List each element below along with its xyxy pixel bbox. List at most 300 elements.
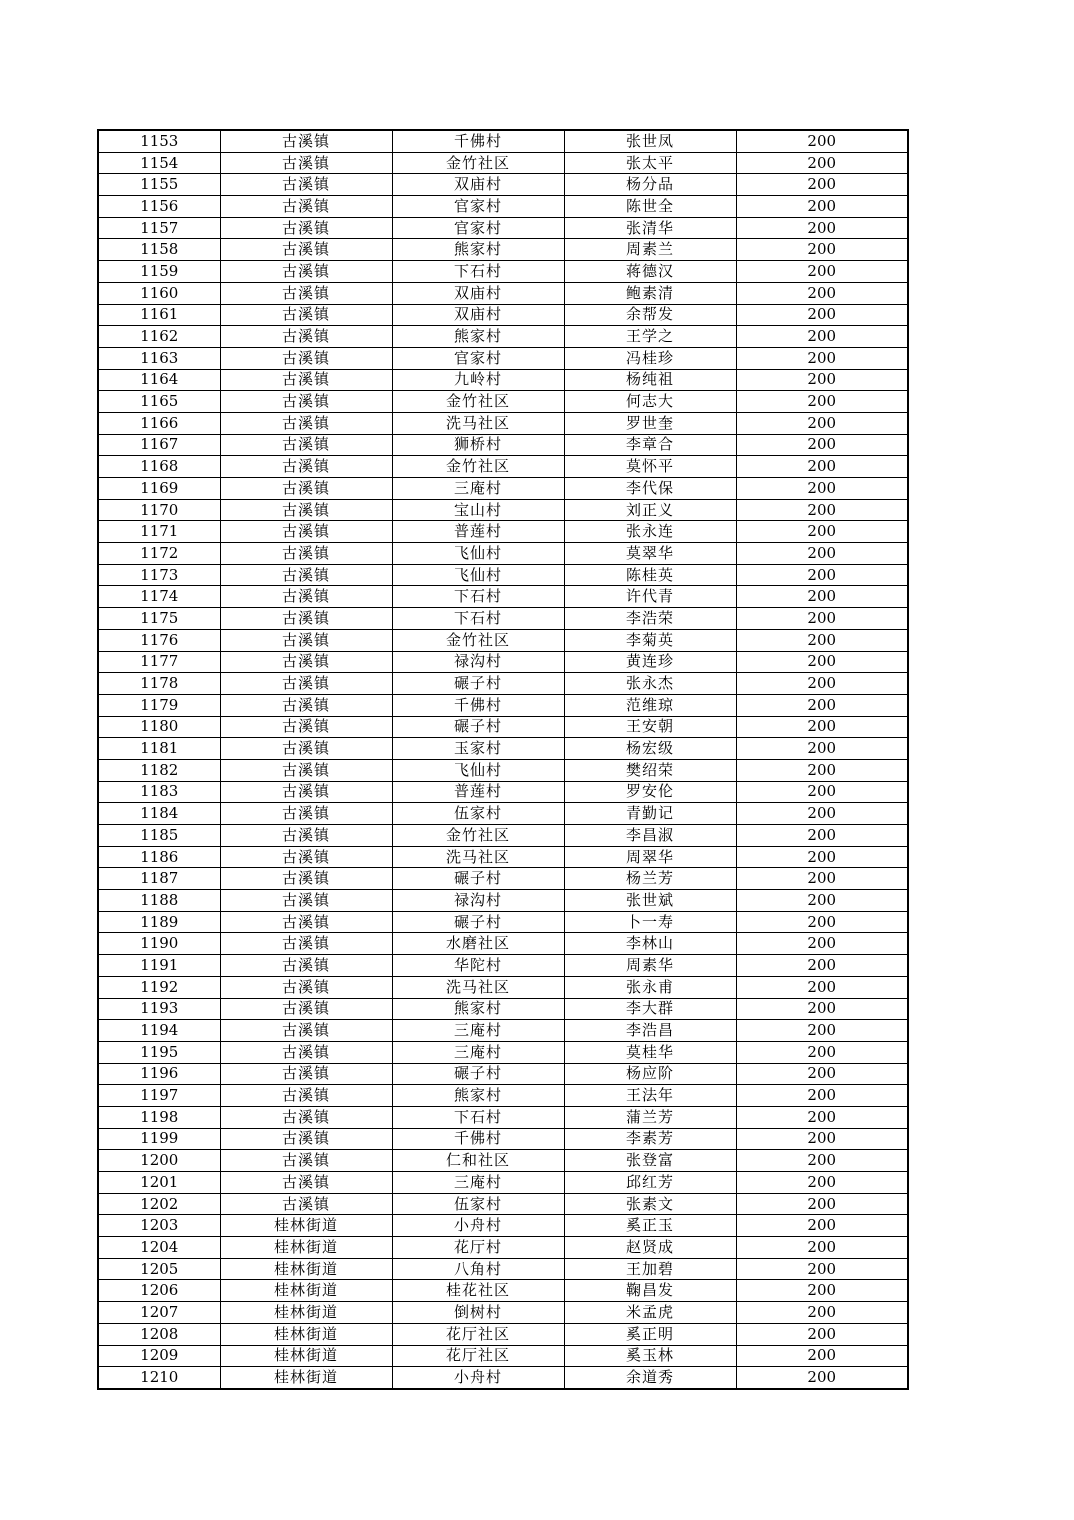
village-cell: 仁和社区 — [392, 1150, 564, 1172]
row-number-cell: 1203 — [98, 1215, 220, 1237]
row-number-cell: 1181 — [98, 738, 220, 760]
town-cell: 古溪镇 — [220, 521, 392, 543]
table-row — [98, 1237, 908, 1259]
amount-cell: 200 — [736, 1128, 908, 1150]
amount-cell: 200 — [736, 1063, 908, 1085]
village-cell: 小舟村 — [392, 1215, 564, 1237]
table-row — [98, 976, 908, 998]
village-cell: 熊家村 — [392, 239, 564, 261]
village-cell: 飞仙村 — [392, 759, 564, 781]
table-row — [98, 282, 908, 304]
name-cell: 青勤记 — [564, 803, 736, 825]
amount-cell: 200 — [736, 239, 908, 261]
village-cell: 碾子村 — [392, 673, 564, 695]
town-cell: 古溪镇 — [220, 499, 392, 521]
table-row — [98, 543, 908, 565]
row-number-cell: 1154 — [98, 152, 220, 174]
town-cell: 古溪镇 — [220, 1020, 392, 1042]
table-row — [98, 196, 908, 218]
table-row — [98, 1106, 908, 1128]
row-number-cell: 1208 — [98, 1323, 220, 1345]
town-cell: 桂林街道 — [220, 1302, 392, 1324]
row-number-cell: 1170 — [98, 499, 220, 521]
row-number-cell: 1200 — [98, 1150, 220, 1172]
table-body — [98, 130, 908, 1389]
amount-cell: 200 — [736, 1085, 908, 1107]
name-cell: 蒋德汉 — [564, 261, 736, 283]
row-number-cell: 1209 — [98, 1345, 220, 1367]
table-row — [98, 1150, 908, 1172]
town-cell: 桂林街道 — [220, 1258, 392, 1280]
name-cell: 罗世奎 — [564, 412, 736, 434]
table-row — [98, 955, 908, 977]
name-cell: 陈桂英 — [564, 564, 736, 586]
village-cell: 倒树村 — [392, 1302, 564, 1324]
row-number-cell: 1182 — [98, 759, 220, 781]
data-table — [97, 129, 909, 1390]
village-cell: 水磨社区 — [392, 933, 564, 955]
row-number-cell: 1186 — [98, 846, 220, 868]
town-cell: 古溪镇 — [220, 955, 392, 977]
name-cell: 周翠华 — [564, 846, 736, 868]
amount-cell: 200 — [736, 1193, 908, 1215]
town-cell: 古溪镇 — [220, 239, 392, 261]
town-cell: 古溪镇 — [220, 759, 392, 781]
table-row — [98, 651, 908, 673]
row-number-cell: 1210 — [98, 1367, 220, 1389]
name-cell: 张世斌 — [564, 890, 736, 912]
village-cell: 双庙村 — [392, 304, 564, 326]
amount-cell: 200 — [736, 1150, 908, 1172]
name-cell: 奚正玉 — [564, 1215, 736, 1237]
town-cell: 古溪镇 — [220, 998, 392, 1020]
row-number-cell: 1198 — [98, 1106, 220, 1128]
table-row — [98, 369, 908, 391]
town-cell: 古溪镇 — [220, 868, 392, 890]
row-number-cell: 1194 — [98, 1020, 220, 1042]
village-cell: 禄沟村 — [392, 890, 564, 912]
village-cell: 三庵村 — [392, 478, 564, 500]
table-row — [98, 239, 908, 261]
amount-cell: 200 — [736, 152, 908, 174]
row-number-cell: 1185 — [98, 825, 220, 847]
name-cell: 莫翠华 — [564, 543, 736, 565]
name-cell: 许代青 — [564, 586, 736, 608]
name-cell: 张永连 — [564, 521, 736, 543]
village-cell: 普莲村 — [392, 781, 564, 803]
row-number-cell: 1166 — [98, 412, 220, 434]
table-row — [98, 1323, 908, 1345]
row-number-cell: 1164 — [98, 369, 220, 391]
amount-cell: 200 — [736, 803, 908, 825]
town-cell: 古溪镇 — [220, 1150, 392, 1172]
amount-cell: 200 — [736, 716, 908, 738]
table-row — [98, 152, 908, 174]
town-cell: 桂林街道 — [220, 1367, 392, 1389]
row-number-cell: 1178 — [98, 673, 220, 695]
row-number-cell: 1160 — [98, 282, 220, 304]
name-cell: 李林山 — [564, 933, 736, 955]
name-cell: 陈世全 — [564, 196, 736, 218]
village-cell: 金竹社区 — [392, 456, 564, 478]
table-row — [98, 803, 908, 825]
name-cell: 张永杰 — [564, 673, 736, 695]
name-cell: 范维琼 — [564, 694, 736, 716]
amount-cell: 200 — [736, 196, 908, 218]
town-cell: 桂林街道 — [220, 1345, 392, 1367]
name-cell: 周素华 — [564, 955, 736, 977]
town-cell: 古溪镇 — [220, 738, 392, 760]
amount-cell: 200 — [736, 890, 908, 912]
village-cell: 狮桥村 — [392, 434, 564, 456]
town-cell: 古溪镇 — [220, 282, 392, 304]
table-row — [98, 781, 908, 803]
amount-cell: 200 — [736, 521, 908, 543]
table-row — [98, 304, 908, 326]
row-number-cell: 1180 — [98, 716, 220, 738]
town-cell: 古溪镇 — [220, 456, 392, 478]
row-number-cell: 1165 — [98, 391, 220, 413]
town-cell: 古溪镇 — [220, 694, 392, 716]
name-cell: 鲍素清 — [564, 282, 736, 304]
village-cell: 华陀村 — [392, 955, 564, 977]
amount-cell: 200 — [736, 738, 908, 760]
town-cell: 桂林街道 — [220, 1237, 392, 1259]
amount-cell: 200 — [736, 261, 908, 283]
name-cell: 赵贤成 — [564, 1237, 736, 1259]
row-number-cell: 1188 — [98, 890, 220, 912]
row-number-cell: 1206 — [98, 1280, 220, 1302]
amount-cell: 200 — [736, 434, 908, 456]
town-cell: 古溪镇 — [220, 803, 392, 825]
village-cell: 花厅社区 — [392, 1345, 564, 1367]
table-row — [98, 1215, 908, 1237]
row-number-cell: 1196 — [98, 1063, 220, 1085]
table-row — [98, 759, 908, 781]
village-cell: 双庙村 — [392, 282, 564, 304]
row-number-cell: 1199 — [98, 1128, 220, 1150]
village-cell: 伍家村 — [392, 1193, 564, 1215]
village-cell: 熊家村 — [392, 1085, 564, 1107]
table-row — [98, 499, 908, 521]
village-cell: 碾子村 — [392, 1063, 564, 1085]
village-cell: 官家村 — [392, 196, 564, 218]
village-cell: 金竹社区 — [392, 391, 564, 413]
town-cell: 古溪镇 — [220, 911, 392, 933]
name-cell: 刘正义 — [564, 499, 736, 521]
amount-cell: 200 — [736, 1020, 908, 1042]
amount-cell: 200 — [736, 217, 908, 239]
town-cell: 古溪镇 — [220, 1041, 392, 1063]
row-number-cell: 1157 — [98, 217, 220, 239]
name-cell: 李菊英 — [564, 629, 736, 651]
town-cell: 古溪镇 — [220, 1172, 392, 1194]
town-cell: 古溪镇 — [220, 434, 392, 456]
amount-cell: 200 — [736, 998, 908, 1020]
village-cell: 桂花社区 — [392, 1280, 564, 1302]
table-row — [98, 434, 908, 456]
village-cell: 八角村 — [392, 1258, 564, 1280]
amount-cell: 200 — [736, 976, 908, 998]
village-cell: 三庵村 — [392, 1020, 564, 1042]
amount-cell: 200 — [736, 781, 908, 803]
town-cell: 古溪镇 — [220, 651, 392, 673]
town-cell: 古溪镇 — [220, 564, 392, 586]
row-number-cell: 1177 — [98, 651, 220, 673]
amount-cell: 200 — [736, 564, 908, 586]
village-cell: 下石村 — [392, 261, 564, 283]
village-cell: 下石村 — [392, 586, 564, 608]
amount-cell: 200 — [736, 955, 908, 977]
amount-cell: 200 — [736, 846, 908, 868]
village-cell: 官家村 — [392, 347, 564, 369]
table-row — [98, 1367, 908, 1389]
name-cell: 张素文 — [564, 1193, 736, 1215]
amount-cell: 200 — [736, 694, 908, 716]
town-cell: 古溪镇 — [220, 673, 392, 695]
row-number-cell: 1158 — [98, 239, 220, 261]
village-cell: 下石村 — [392, 608, 564, 630]
town-cell: 古溪镇 — [220, 261, 392, 283]
name-cell: 奚正明 — [564, 1323, 736, 1345]
name-cell: 王加碧 — [564, 1258, 736, 1280]
village-cell: 下石村 — [392, 1106, 564, 1128]
village-cell: 碾子村 — [392, 716, 564, 738]
town-cell: 古溪镇 — [220, 933, 392, 955]
amount-cell: 200 — [736, 586, 908, 608]
town-cell: 古溪镇 — [220, 217, 392, 239]
village-cell: 熊家村 — [392, 326, 564, 348]
row-number-cell: 1183 — [98, 781, 220, 803]
name-cell: 周素兰 — [564, 239, 736, 261]
row-number-cell: 1189 — [98, 911, 220, 933]
amount-cell: 200 — [736, 478, 908, 500]
row-number-cell: 1161 — [98, 304, 220, 326]
row-number-cell: 1192 — [98, 976, 220, 998]
table-row — [98, 1345, 908, 1367]
amount-cell: 200 — [736, 608, 908, 630]
table-row — [98, 890, 908, 912]
village-cell: 洗马社区 — [392, 846, 564, 868]
amount-cell: 200 — [736, 1172, 908, 1194]
village-cell: 九岭村 — [392, 369, 564, 391]
town-cell: 古溪镇 — [220, 608, 392, 630]
village-cell: 飞仙村 — [392, 564, 564, 586]
amount-cell: 200 — [736, 326, 908, 348]
name-cell: 杨兰芳 — [564, 868, 736, 890]
amount-cell: 200 — [736, 391, 908, 413]
row-number-cell: 1191 — [98, 955, 220, 977]
village-cell: 小舟村 — [392, 1367, 564, 1389]
name-cell: 鞠昌发 — [564, 1280, 736, 1302]
village-cell: 飞仙村 — [392, 543, 564, 565]
name-cell: 余道秀 — [564, 1367, 736, 1389]
village-cell: 碾子村 — [392, 911, 564, 933]
table-row — [98, 738, 908, 760]
name-cell: 张清华 — [564, 217, 736, 239]
amount-cell: 200 — [736, 412, 908, 434]
village-cell: 普莲村 — [392, 521, 564, 543]
village-cell: 千佛村 — [392, 694, 564, 716]
village-cell: 洗马社区 — [392, 412, 564, 434]
table-row — [98, 130, 908, 152]
row-number-cell: 1176 — [98, 629, 220, 651]
row-number-cell: 1207 — [98, 1302, 220, 1324]
name-cell: 张永甫 — [564, 976, 736, 998]
table-row — [98, 412, 908, 434]
row-number-cell: 1167 — [98, 434, 220, 456]
table-row — [98, 1193, 908, 1215]
amount-cell: 200 — [736, 499, 908, 521]
name-cell: 奚玉林 — [564, 1345, 736, 1367]
name-cell: 李昌淑 — [564, 825, 736, 847]
village-cell: 熊家村 — [392, 998, 564, 1020]
name-cell: 余帮发 — [564, 304, 736, 326]
village-cell: 宝山村 — [392, 499, 564, 521]
table-row — [98, 673, 908, 695]
row-number-cell: 1197 — [98, 1085, 220, 1107]
town-cell: 古溪镇 — [220, 478, 392, 500]
amount-cell: 200 — [736, 1323, 908, 1345]
town-cell: 桂林街道 — [220, 1280, 392, 1302]
table-row — [98, 564, 908, 586]
table-row — [98, 1020, 908, 1042]
row-number-cell: 1153 — [98, 130, 220, 152]
row-number-cell: 1184 — [98, 803, 220, 825]
table-row — [98, 1258, 908, 1280]
table-row — [98, 998, 908, 1020]
name-cell: 李大群 — [564, 998, 736, 1020]
town-cell: 古溪镇 — [220, 152, 392, 174]
row-number-cell: 1169 — [98, 478, 220, 500]
row-number-cell: 1204 — [98, 1237, 220, 1259]
table-row — [98, 174, 908, 196]
table-row — [98, 456, 908, 478]
name-cell: 罗安伦 — [564, 781, 736, 803]
table-row — [98, 1128, 908, 1150]
village-cell: 千佛村 — [392, 1128, 564, 1150]
town-cell: 古溪镇 — [220, 629, 392, 651]
table-row — [98, 586, 908, 608]
row-number-cell: 1156 — [98, 196, 220, 218]
amount-cell: 200 — [736, 1345, 908, 1367]
table-row — [98, 217, 908, 239]
amount-cell: 200 — [736, 1280, 908, 1302]
table-row — [98, 1302, 908, 1324]
town-cell: 古溪镇 — [220, 1085, 392, 1107]
name-cell: 杨纯祖 — [564, 369, 736, 391]
row-number-cell: 1172 — [98, 543, 220, 565]
table-row — [98, 478, 908, 500]
name-cell: 邱红芳 — [564, 1172, 736, 1194]
town-cell: 古溪镇 — [220, 391, 392, 413]
town-cell: 古溪镇 — [220, 326, 392, 348]
name-cell: 何志大 — [564, 391, 736, 413]
name-cell: 李素芳 — [564, 1128, 736, 1150]
name-cell: 张登富 — [564, 1150, 736, 1172]
table-row — [98, 1041, 908, 1063]
amount-cell: 200 — [736, 1237, 908, 1259]
town-cell: 古溪镇 — [220, 1063, 392, 1085]
town-cell: 古溪镇 — [220, 130, 392, 152]
village-cell: 三庵村 — [392, 1172, 564, 1194]
village-cell: 双庙村 — [392, 174, 564, 196]
table-row — [98, 261, 908, 283]
amount-cell: 200 — [736, 629, 908, 651]
name-cell: 卜一寿 — [564, 911, 736, 933]
name-cell: 樊绍荣 — [564, 759, 736, 781]
name-cell: 莫怀平 — [564, 456, 736, 478]
name-cell: 米孟虎 — [564, 1302, 736, 1324]
village-cell: 禄沟村 — [392, 651, 564, 673]
row-number-cell: 1205 — [98, 1258, 220, 1280]
amount-cell: 200 — [736, 651, 908, 673]
town-cell: 古溪镇 — [220, 586, 392, 608]
table-row — [98, 933, 908, 955]
name-cell: 蒲兰芳 — [564, 1106, 736, 1128]
village-cell: 花厅村 — [392, 1237, 564, 1259]
village-cell: 千佛村 — [392, 130, 564, 152]
town-cell: 古溪镇 — [220, 976, 392, 998]
town-cell: 古溪镇 — [220, 412, 392, 434]
town-cell: 古溪镇 — [220, 1193, 392, 1215]
amount-cell: 200 — [736, 1041, 908, 1063]
town-cell: 桂林街道 — [220, 1323, 392, 1345]
table-row — [98, 846, 908, 868]
amount-cell: 200 — [736, 282, 908, 304]
amount-cell: 200 — [736, 347, 908, 369]
amount-cell: 200 — [736, 1215, 908, 1237]
amount-cell: 200 — [736, 759, 908, 781]
name-cell: 李章合 — [564, 434, 736, 456]
village-cell: 金竹社区 — [392, 825, 564, 847]
table-row — [98, 608, 908, 630]
amount-cell: 200 — [736, 933, 908, 955]
town-cell: 古溪镇 — [220, 890, 392, 912]
name-cell: 张太平 — [564, 152, 736, 174]
name-cell: 杨分品 — [564, 174, 736, 196]
town-cell: 古溪镇 — [220, 369, 392, 391]
village-cell: 碾子村 — [392, 868, 564, 890]
table-row — [98, 1280, 908, 1302]
table-row — [98, 347, 908, 369]
table-row — [98, 825, 908, 847]
amount-cell: 200 — [736, 174, 908, 196]
name-cell: 王法年 — [564, 1085, 736, 1107]
row-number-cell: 1173 — [98, 564, 220, 586]
village-cell: 金竹社区 — [392, 152, 564, 174]
name-cell: 冯桂珍 — [564, 347, 736, 369]
village-cell: 三庵村 — [392, 1041, 564, 1063]
table-row — [98, 868, 908, 890]
amount-cell: 200 — [736, 911, 908, 933]
table-row — [98, 694, 908, 716]
row-number-cell: 1201 — [98, 1172, 220, 1194]
town-cell: 古溪镇 — [220, 347, 392, 369]
table-row — [98, 1172, 908, 1194]
village-cell: 伍家村 — [392, 803, 564, 825]
name-cell: 杨应阶 — [564, 1063, 736, 1085]
amount-cell: 200 — [736, 543, 908, 565]
row-number-cell: 1171 — [98, 521, 220, 543]
amount-cell: 200 — [736, 369, 908, 391]
table-row — [98, 716, 908, 738]
village-cell: 洗马社区 — [392, 976, 564, 998]
amount-cell: 200 — [736, 1302, 908, 1324]
town-cell: 古溪镇 — [220, 1128, 392, 1150]
amount-cell: 200 — [736, 456, 908, 478]
table-row — [98, 1063, 908, 1085]
